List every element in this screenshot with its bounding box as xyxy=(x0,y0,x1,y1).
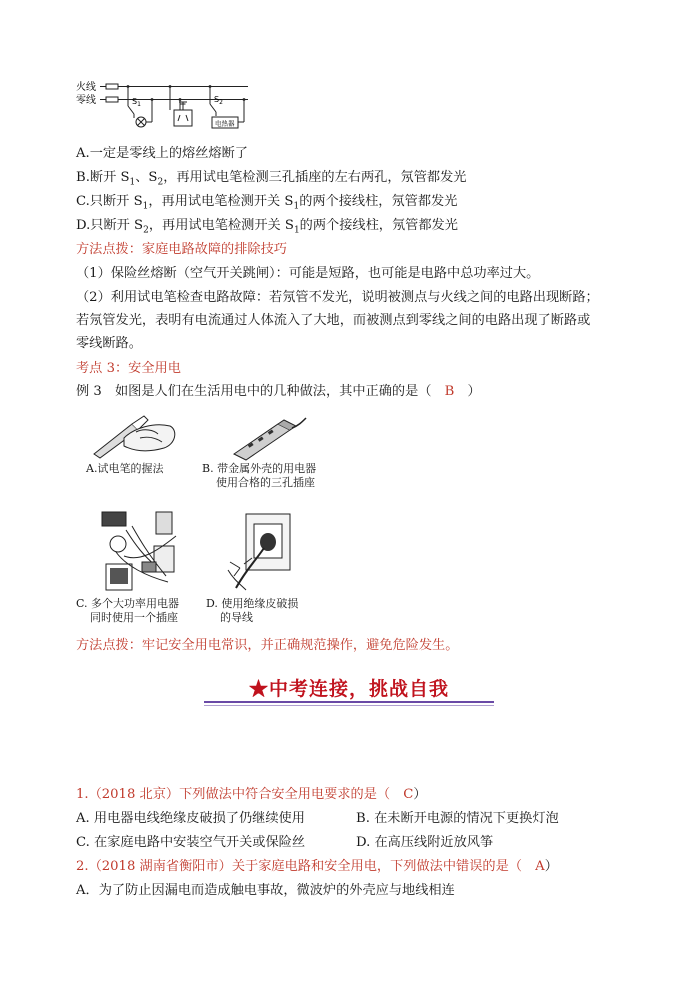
example3-question: 例 3 如图是人们在生活用电中的几种做法，其中正确的是（ B ） xyxy=(76,384,481,399)
circuit-diagram xyxy=(76,80,256,140)
socket-icon xyxy=(174,110,192,126)
caption-d1: D. 使用绝缘皮破损 xyxy=(206,597,299,610)
caption-b1: B. 带金属外壳的用电器 xyxy=(202,462,317,475)
illustration-damaged-wire xyxy=(226,510,298,598)
circuit-svg xyxy=(76,80,256,136)
tip1-p2b: 若氖管发光，表明有电流通过人体流入了大地，而被测点到零线之间的电路出现了断路或 xyxy=(76,313,591,328)
banner-rule-thin xyxy=(204,705,494,706)
q1-option-b: B. 在未断开电源的情况下更换灯泡 xyxy=(356,811,559,826)
option-c: C.只断开 $S_1$，再用试电笔检测开关 $S_1$的两个接线柱，氖管都发光 xyxy=(76,194,458,212)
q2-option-a: A．为了防止因漏电而造成触电事故，微波炉的外壳应与地线相连 xyxy=(76,883,455,898)
caption-d2: 的导线 xyxy=(220,611,253,624)
banner-rule xyxy=(204,701,494,703)
fuse-live xyxy=(106,84,118,89)
q1-question: 1.（2018 北京）下列做法中符合安全用电要求的是（ C） xyxy=(76,787,427,802)
fuse-neutral xyxy=(106,97,118,102)
heater-label: 电热器 xyxy=(215,119,235,128)
neutral-wire-label: 零线 xyxy=(76,95,96,106)
option-d: D.只断开 $S_2$，再用试电笔检测开关 $S_1$的两个接线柱，氖管都发光 xyxy=(76,218,458,236)
switch-s1 xyxy=(128,106,134,114)
section-banner xyxy=(204,674,494,701)
q2-question: 2.（2018 湖南省衡阳市）关于家庭电路和安全用电，下列做法中错误的是（ A） xyxy=(76,859,558,874)
s1-label: $S_1$ xyxy=(132,97,141,108)
tip1-title: 方法点拨：家庭电路故障的排除技巧 xyxy=(76,242,287,257)
tip1-p2c: 零线断路。 xyxy=(76,336,142,351)
illustration-power-strip xyxy=(228,414,308,466)
topic3-heading: 考点 3：安全用电 xyxy=(76,361,181,376)
q2-answer: A xyxy=(535,859,545,874)
option-a: A.一定是零线上的熔丝熔断了 xyxy=(76,146,248,161)
q1-option-c: C. 在家庭电路中安装空气开关或保险丝 xyxy=(76,835,306,850)
tip1-p1: （1）保险丝熔断（空气开关跳闸）：可能是短路，也可能是电路中总功率过大。 xyxy=(76,266,540,281)
banner-title: ★中考连接，挑战自我 xyxy=(248,678,449,700)
switch-s2 xyxy=(210,104,216,112)
tip1-p2a: （2）利用试电笔检查电路故障：若氖管不发光，说明被测点与火线之间的电路出现断路； xyxy=(76,290,599,305)
illustration-test-pen xyxy=(84,408,184,466)
caption-a: A.试电笔的握法 xyxy=(86,462,164,475)
illustration-overloaded-socket xyxy=(96,506,192,600)
live-wire-label: 火线 xyxy=(76,82,96,93)
option-b: B.断开 $S_1$、$S_2$，再用试电笔检测三孔插座的左右两孔，氖管都发光 xyxy=(76,170,467,188)
q1-option-a: A. 用电器电线绝缘皮破损了仍继续使用 xyxy=(76,811,305,826)
caption-b2: 使用合格的三孔插座 xyxy=(216,476,315,489)
example3-answer: B xyxy=(444,384,455,399)
tip2-label: 方法点拨：牢记安全用电常识，并正确规范操作，避免危险发生。 xyxy=(76,638,459,653)
q1-answer: C xyxy=(403,787,414,802)
s2-label: $S_2$ xyxy=(214,95,223,106)
q1-option-d: D. 在高压线附近放风筝 xyxy=(356,835,494,850)
caption-c2: 同时使用一个插座 xyxy=(90,611,178,624)
caption-c1: C. 多个大功率用电器 xyxy=(76,597,180,610)
